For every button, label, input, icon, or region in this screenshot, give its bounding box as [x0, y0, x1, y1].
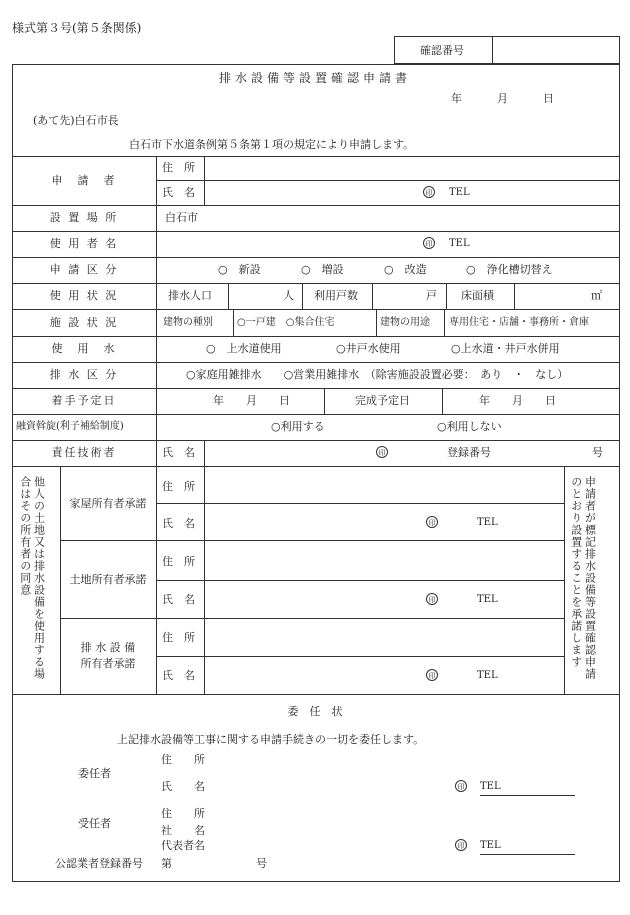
- usage-pop-label: 排水人口: [168, 289, 212, 302]
- location-value: 白石市: [165, 211, 198, 224]
- delegation-title: 委 任 状: [287, 705, 343, 718]
- delegatee-tel: TEL: [480, 841, 575, 855]
- delegatee-seal-icon: 印: [455, 839, 467, 851]
- usage-label: 使 用 状 況: [49, 289, 119, 302]
- date-day: 日: [543, 92, 554, 105]
- form-number: 様式第３号(第５条関係): [12, 21, 142, 35]
- engineer-label: 責任技術者: [51, 446, 117, 459]
- usage-households-unit: 戸: [426, 289, 437, 302]
- date-year: 年: [451, 92, 462, 105]
- consent-house-label: 家屋所有者承諾: [69, 497, 147, 510]
- loan-use[interactable]: ○利用する: [271, 420, 325, 433]
- done-label: 完成予定日: [355, 394, 410, 407]
- applicant-address-label: 住 所: [162, 161, 195, 174]
- delegatee-rep: 代表者名: [161, 839, 205, 852]
- facility-purpose: 建物の用途: [380, 317, 430, 328]
- cert-dai: 第: [161, 857, 172, 870]
- consent-land-label: 土地所有者承諾: [69, 573, 147, 586]
- facility-purpose-options[interactable]: 専用住宅・店舗・事務所・倉庫: [449, 317, 589, 328]
- user-label: 使 用 者 名: [49, 237, 119, 250]
- land-tel: TEL: [477, 594, 498, 605]
- addressee: (あて先)白石市長: [33, 114, 119, 127]
- consent-right-vertical: 申請者が標記排水設備等設置確認申請のとおり設置することを承諾します: [569, 476, 597, 680]
- house-tel: TEL: [477, 517, 498, 528]
- applicant-tel: TEL: [449, 187, 470, 198]
- loan-label: 融資斡旋(利子補給制度): [16, 421, 124, 432]
- drain-tel: TEL: [477, 670, 498, 681]
- delegatee-address: 住 所: [161, 807, 205, 820]
- user-seal-icon: 印: [423, 237, 435, 249]
- delegator-address: 住 所: [161, 753, 205, 766]
- applicant-name-label: 氏 名: [162, 186, 195, 199]
- usage-floor-unit: ㎡: [591, 289, 602, 302]
- engineer-seal-icon: 印: [376, 446, 388, 458]
- delegator-tel: TEL: [480, 782, 575, 796]
- consent-house-name: 氏 名: [162, 517, 195, 530]
- applicant-label: 申 請 者: [51, 174, 117, 187]
- date-month: 月: [497, 92, 508, 105]
- facility-label: 施 設 状 況: [49, 316, 119, 329]
- consent-drain-label-2: 所有者承諾: [80, 657, 136, 670]
- confirm-number-field[interactable]: [493, 37, 619, 63]
- engineer-no: 号: [592, 446, 603, 459]
- confirm-number-label: 確認番号: [420, 44, 464, 57]
- water-opt-both[interactable]: ○上水道・井戸水併用: [451, 342, 560, 355]
- applicant-seal-icon: 印: [423, 186, 435, 198]
- consent-drain-name: 氏 名: [162, 669, 195, 682]
- consent-land-address: 住 所: [162, 555, 195, 568]
- consent-land-name: 氏 名: [162, 593, 195, 606]
- applicant-address-field[interactable]: [205, 157, 619, 179]
- usage-pop-unit: 人: [283, 289, 294, 302]
- user-name-field[interactable]: [157, 232, 619, 256]
- facility-type-options[interactable]: ○一戸建 ○集合住宅: [237, 317, 335, 328]
- delegatee-label: 受任者: [78, 817, 111, 830]
- app-type-switch[interactable]: ○ 浄化槽切替え: [466, 263, 553, 276]
- drain-label: 排 水 区 分: [49, 368, 119, 381]
- app-type-add[interactable]: ○ 増設: [301, 263, 344, 276]
- app-type-label: 申 請 区 分: [49, 263, 119, 276]
- usage-households-label: 利用戸数: [314, 289, 358, 302]
- water-label: 使 用 水: [51, 342, 117, 355]
- usage-floor-label: 床面積: [461, 289, 494, 302]
- location-label: 設 置 場 所: [49, 211, 119, 224]
- intro-text: 白石市下水道条例第５条第１項の規定により申請します。: [129, 138, 415, 151]
- drain-options[interactable]: ○家庭用雑排水 ○営業用雑排水 （除害施設設置必要： あり ・ なし）: [186, 368, 569, 381]
- app-type-new[interactable]: ○ 新設: [218, 263, 261, 276]
- house-seal-icon: 印: [426, 516, 438, 528]
- app-type-modify[interactable]: ○ 改造: [384, 263, 427, 276]
- land-seal-icon: 印: [426, 593, 438, 605]
- consent-drain-label-1: 排 水 設 備: [80, 641, 136, 654]
- consent-drain-address: 住 所: [162, 631, 195, 644]
- start-date[interactable]: 年 月 日: [213, 394, 290, 407]
- done-date[interactable]: 年 月 日: [479, 394, 556, 407]
- consent-left-vertical: 他人の土地又は排水設備を使用する場合はその所有者の同意: [18, 476, 46, 680]
- delegator-seal-icon: 印: [455, 780, 467, 792]
- drain-seal-icon: 印: [426, 669, 438, 681]
- user-tel: TEL: [449, 238, 470, 249]
- delegator-label: 委任者: [78, 767, 111, 780]
- cert-label: 公認業者登録番号: [55, 857, 143, 870]
- consent-house-address: 住 所: [162, 480, 195, 493]
- form-title: 排水設備等設置確認申請書: [218, 71, 411, 85]
- water-opt-city[interactable]: ○ 上水道使用: [206, 342, 282, 355]
- facility-building-type: 建物の種別: [163, 317, 213, 328]
- water-opt-well[interactable]: ○井戸水使用: [336, 342, 401, 355]
- start-label: 着手予定日: [51, 394, 117, 407]
- cert-go: 号: [256, 857, 267, 870]
- delegation-text: 上記排水設備等工事に関する申請手続きの一切を委任します。: [117, 733, 425, 746]
- delegator-name: 氏 名: [161, 780, 205, 793]
- loan-nouse[interactable]: ○利用しない: [437, 420, 502, 433]
- engineer-name-label: 氏 名: [162, 446, 195, 459]
- engineer-reg-label: 登録番号: [447, 446, 491, 459]
- delegatee-company: 社 名: [161, 824, 205, 837]
- applicant-name-field[interactable]: [205, 181, 619, 204]
